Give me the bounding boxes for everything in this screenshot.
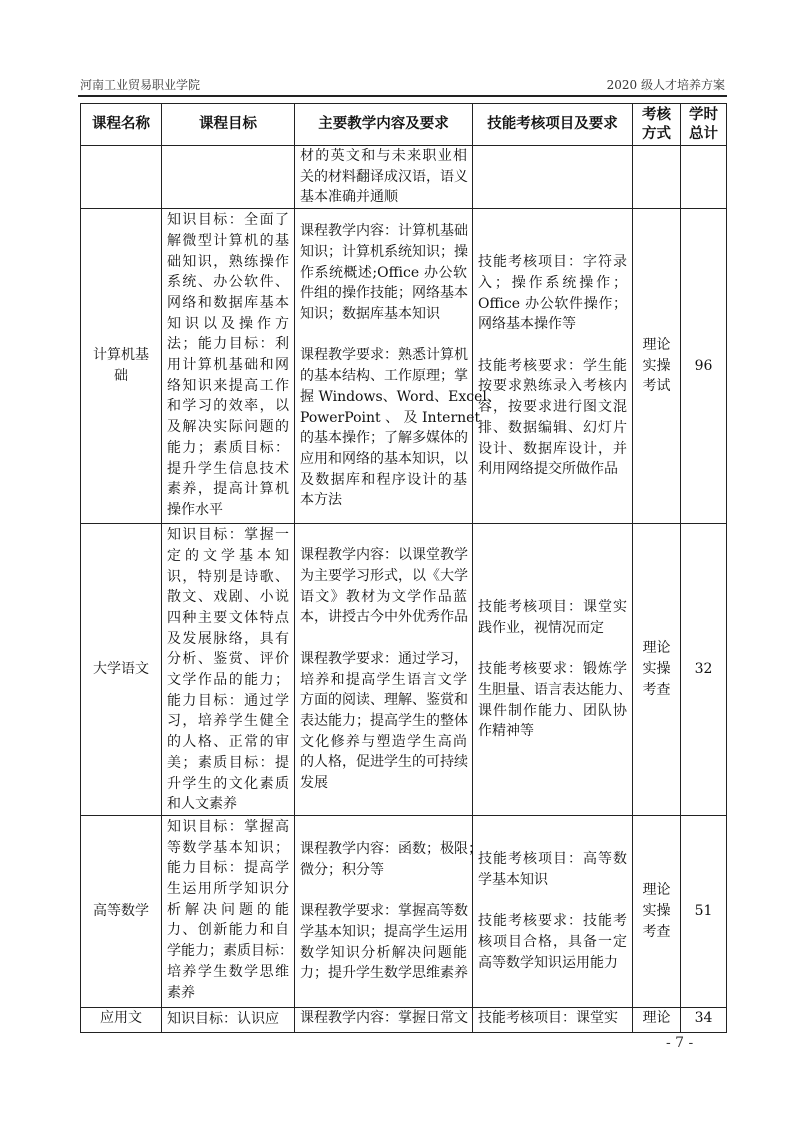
paragraph-gap xyxy=(300,628,467,649)
course-name-cell xyxy=(81,146,162,209)
cell-line: 网络和数据库基本 xyxy=(167,294,289,311)
cell-line: 核项目合格，具备一定 xyxy=(478,934,627,951)
cell-line: 知识目标：全面了 xyxy=(167,212,289,229)
cell-line: 实操 xyxy=(642,357,671,374)
cell-line: 按要求熟练录入考核内 xyxy=(478,378,627,395)
assessment-method-cell xyxy=(633,146,681,209)
cell-line: 础知识，熟练操作 xyxy=(167,253,289,270)
cell-line: 培养学生数学思维 xyxy=(167,963,289,980)
cell-line: 本方法 xyxy=(300,492,342,509)
total-hours-cell: 32 xyxy=(681,524,727,816)
header-divider xyxy=(78,95,727,97)
assessment-method-cell xyxy=(633,1007,681,1032)
cell-line: 础 xyxy=(114,368,128,385)
col-header-course-goal: 课程目标 xyxy=(162,104,295,146)
cell-line: 技能考核项目：字符录 xyxy=(478,254,627,271)
cell-line: 课件制作能力、团队协 xyxy=(478,702,627,719)
total-hours-cell: 96 xyxy=(681,209,727,524)
cell-line: 表达能力；提高学生的整体 xyxy=(300,712,468,729)
cell-line: 技能考核项目：课堂实 xyxy=(478,1009,618,1026)
cell-line: 能力；素质目标： xyxy=(167,439,289,456)
paragraph-gap xyxy=(300,325,467,346)
cell-line: 排、数据编辑、幻灯片 xyxy=(478,419,627,436)
cell-line: 课程教学要求：熟悉计算机 xyxy=(300,347,468,364)
cell-line: 和人文素养 xyxy=(167,796,237,813)
cell-line: 技能考核项目：课堂实 xyxy=(478,599,627,616)
cell-line: PowerPoint 、 及 Internet xyxy=(300,409,481,426)
cell-line: 素养，提高计算机 xyxy=(167,481,289,498)
paragraph-gap xyxy=(478,638,627,659)
table-row xyxy=(81,1007,727,1032)
cell-line: 课程教学内容：计算机基础 xyxy=(300,223,468,240)
cell-line: 理论 xyxy=(642,882,671,899)
header-document-title: 2020 级人才培养方案 xyxy=(606,78,725,92)
cell-line: 技能考核要求：技能考 xyxy=(478,913,627,930)
cell-line: 知识以及操作方 xyxy=(167,315,289,332)
cell-line: 高等数学知识运用能力 xyxy=(478,954,618,971)
cell-line: 文化修养与塑造学生高尚 xyxy=(300,733,467,750)
cell-line: 升学生的文化素质 xyxy=(167,775,289,792)
cell-line: 素养 xyxy=(167,984,195,1001)
col-header-skill-assessment: 技能考核项目及要求 xyxy=(473,104,633,146)
table-header-row xyxy=(81,104,727,146)
cell-line: 理论 xyxy=(642,337,671,354)
cell-line: 的基本操作；了解多媒体的 xyxy=(300,430,468,447)
course-goal-cell xyxy=(162,146,295,209)
course-name-cell xyxy=(81,524,162,816)
cell-line: 知识；计算机系统知识；操 xyxy=(300,243,468,260)
cell-line: 关的材料翻译成汉语，语义 xyxy=(300,168,468,185)
table-row xyxy=(81,146,727,209)
cell-line: 习，培养学生健全 xyxy=(167,713,289,730)
content-requirements-cell xyxy=(295,524,473,816)
cell-line: 识，特别是诗歌、 xyxy=(167,568,289,585)
total-hours-cell xyxy=(681,146,727,209)
skill-assessment-cell xyxy=(473,209,633,524)
header-line: 学时 xyxy=(689,106,718,123)
course-name-cell xyxy=(81,1007,162,1032)
cell-line: 践作业，视情况而定 xyxy=(478,619,604,636)
cell-line: 基本准确并通顺 xyxy=(300,189,398,206)
cell-line: 微分；积分等 xyxy=(300,861,384,878)
content-requirements-cell xyxy=(295,146,473,209)
table-row xyxy=(81,209,727,524)
cell-line: 设计、数据库设计，并 xyxy=(478,440,627,457)
assessment-method-cell xyxy=(633,815,681,1007)
cell-line: 容，按要求进行图文混 xyxy=(478,399,627,416)
cell-line: 计算机基 xyxy=(93,347,149,364)
cell-line: 应用和网络的基本知识，以 xyxy=(300,450,468,467)
cell-line: 力；提升学生数学思维素养 xyxy=(300,965,468,982)
cell-line: 法；能力目标：利 xyxy=(167,336,289,353)
cell-line: 考查 xyxy=(642,681,671,698)
assessment-method-cell xyxy=(633,209,681,524)
table-row xyxy=(81,815,727,1007)
cell-line: 解微型计算机的基 xyxy=(167,232,289,249)
cell-line: 学基本知识；提高学生运用 xyxy=(300,923,468,940)
cell-line: 作精神等 xyxy=(478,723,534,740)
skill-assessment-cell xyxy=(473,1007,633,1032)
cell-line: 生胆量、语言表达能力、 xyxy=(478,681,632,698)
cell-line: 定的文学基本知 xyxy=(167,547,289,564)
assessment-method-cell xyxy=(633,524,681,816)
cell-line: 析解决问题的能 xyxy=(167,901,289,918)
cell-line: 实操 xyxy=(642,903,671,920)
cell-line: 提升学生信息技术 xyxy=(167,460,289,477)
cell-line: 利用网络提交所做作品 xyxy=(478,461,618,478)
paragraph-gap xyxy=(300,880,467,901)
course-goal-cell xyxy=(162,1007,295,1032)
content-requirements-cell xyxy=(295,209,501,524)
col-header-content: 主要教学内容及要求 xyxy=(295,104,473,146)
cell-line: 网络基本操作等 xyxy=(478,316,576,333)
content-requirements-cell xyxy=(295,815,482,1007)
content-requirements-cell xyxy=(295,1007,473,1032)
cell-line: 理论 xyxy=(642,640,671,657)
cell-line: 材的英文和与未来职业相 xyxy=(300,148,467,164)
cell-line: 课程教学内容：以课堂教学 xyxy=(300,547,468,564)
cell-line: 作系统概述;Office 办公软 xyxy=(300,264,467,281)
header-line: 方式 xyxy=(642,125,671,142)
cell-line: 和学习的效率，以 xyxy=(167,398,289,415)
cell-line: 络知识来提高工作 xyxy=(167,377,289,394)
cell-line: 的人格、正常的审 xyxy=(167,734,289,751)
cell-line: 知识目标：掌握高 xyxy=(167,818,289,835)
cell-line: 技能考核要求：锻炼学 xyxy=(478,661,627,678)
cell-line: 等数学基本知识； xyxy=(167,839,289,856)
cell-line: 本，讲授古今中外优秀作品 xyxy=(300,609,468,626)
cell-line: 的基本结构、工作原理；掌 xyxy=(300,368,468,385)
cell-line: 考查 xyxy=(642,923,671,940)
cell-line: 学能力；素质目标： xyxy=(167,943,293,960)
cell-line: 文学作品的能力； xyxy=(167,672,289,689)
cell-line: 课程教学要求：掌握高等数 xyxy=(300,903,468,920)
header-school-name: 河南工业贸易职业学院 xyxy=(80,78,201,92)
cell-line: 课程教学内容：函数；极限； xyxy=(300,841,482,857)
cell-line: 实操 xyxy=(642,661,671,678)
course-goal-cell xyxy=(162,209,295,524)
course-table xyxy=(80,103,727,1033)
cell-line: 知识目标：掌握一 xyxy=(167,527,289,544)
cell-line: 能力目标：通过学 xyxy=(167,692,289,709)
paragraph-gap xyxy=(478,335,627,356)
cell-line: 理论 xyxy=(642,1009,671,1026)
table-row xyxy=(81,524,727,816)
cell-line: 课程教学内容：掌握日常文 xyxy=(300,1009,468,1026)
col-header-course-name: 课程名称 xyxy=(81,104,162,146)
page-number: - 7 - xyxy=(666,1035,694,1051)
cell-line: 能力目标：提高学 xyxy=(167,860,289,877)
cell-line: 技能考核要求：学生能 xyxy=(478,357,627,374)
cell-line: 件组的操作技能；网络基本 xyxy=(300,285,468,302)
cell-line: 培养和提高学生语言文学 xyxy=(300,671,467,688)
header-line: 总计 xyxy=(689,125,718,142)
cell-line: 知识目标：认识应 xyxy=(167,1010,279,1027)
cell-line: 力、创新能力和自 xyxy=(167,922,289,939)
col-header-assessment-method xyxy=(633,104,681,146)
cell-line: 发展 xyxy=(300,775,328,792)
cell-line: 用计算机基础和网 xyxy=(167,357,289,374)
cell-line: 及数据库和程序设计的基 xyxy=(300,471,467,488)
total-hours-cell: 51 xyxy=(681,815,727,1007)
cell-line: 大学语文 xyxy=(93,661,149,678)
cell-line: 高等数学 xyxy=(93,903,149,920)
cell-line: 美；素质目标：提 xyxy=(167,754,289,771)
skill-assessment-cell xyxy=(473,815,633,1007)
cell-line: 知识；数据库基本知识 xyxy=(300,306,440,322)
cell-line: 生运用所学知识分 xyxy=(167,881,289,898)
cell-line: 及解决实际问题的 xyxy=(167,419,289,436)
skill-assessment-cell xyxy=(473,146,633,209)
paragraph-gap xyxy=(478,891,627,912)
total-hours-cell: 34 xyxy=(681,1007,727,1032)
cell-line: 课程教学要求：通过学习， xyxy=(300,650,468,667)
cell-line: Office 办公软件操作； xyxy=(478,295,627,312)
cell-line: 考试 xyxy=(642,378,671,395)
course-goal-cell xyxy=(162,815,295,1007)
cell-line: 操作水平 xyxy=(167,501,223,518)
cell-line: 学基本知识 xyxy=(478,872,548,889)
cell-line: 技能考核项目：高等数 xyxy=(478,851,627,868)
course-name-cell xyxy=(81,209,162,524)
cell-line: 入；操作系统操作； xyxy=(478,274,627,291)
cell-line: 握 Windows、Word、Excel、 xyxy=(300,388,501,405)
cell-line: 为主要学习形式，以《大学 xyxy=(300,568,468,585)
cell-line: 数学知识分析解决问题能 xyxy=(300,944,467,961)
cell-line: 系统、办公软件、 xyxy=(167,274,289,291)
course-goal-cell xyxy=(162,524,295,816)
col-header-total-hours xyxy=(681,104,727,146)
cell-line: 的人格，促进学生的可持续 xyxy=(300,754,468,771)
cell-line: 散文、戏剧、小说 xyxy=(167,589,289,606)
cell-line: 四种主要文体特点 xyxy=(167,609,289,626)
cell-line: 语文》教材为文学作品蓝 xyxy=(300,588,467,605)
cell-line: 分析、鉴赏、评价 xyxy=(167,651,289,668)
header-line: 考核 xyxy=(642,106,671,123)
cell-line: 及发展脉络，具有 xyxy=(167,630,289,647)
cell-line: 方面的阅读、理解、鉴赏和 xyxy=(300,692,468,709)
cell-line: 应用文 xyxy=(100,1009,142,1026)
skill-assessment-cell xyxy=(473,524,633,816)
course-name-cell xyxy=(81,815,162,1007)
